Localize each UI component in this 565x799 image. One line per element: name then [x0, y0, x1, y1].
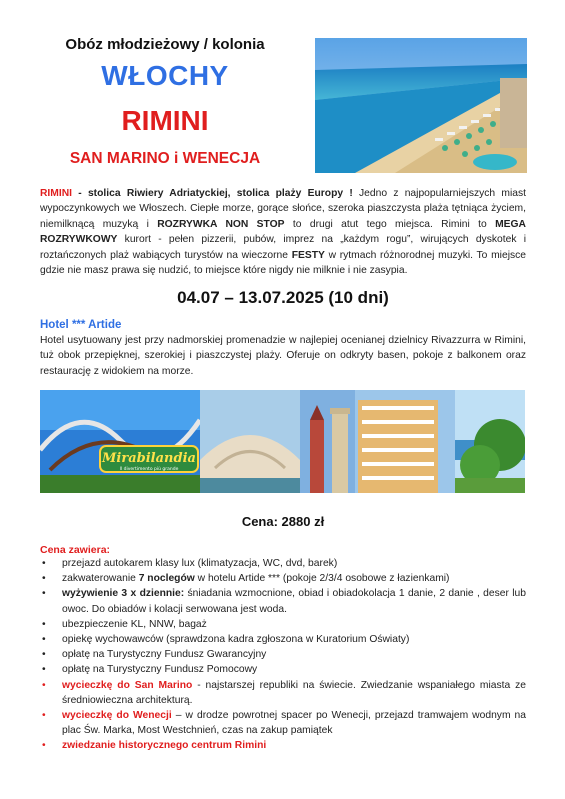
photo-collage — [40, 390, 525, 493]
country-title: WŁOCHY — [101, 60, 229, 91]
includes-item-text: śniadania wzmocnione, obiad i obiadokolacja 1 danie, 2 danie , deser lub owoc. Do obiadów i kolacji serwowana jest woda. — [62, 588, 526, 615]
includes-item — [40, 617, 526, 632]
intro-bold-1: ROZRYWKA NON STOP — [157, 218, 285, 230]
mirabilandia-logo: Mirabilandia — [102, 451, 196, 466]
includes-item-bold: wycieczkę do Wenecji — [62, 710, 172, 722]
includes-item — [40, 571, 526, 586]
includes-item — [40, 662, 526, 677]
intro-text-2: to drugi atut tego miejsca. Rimini to — [284, 218, 496, 230]
trip-dates: 04.07 – 13.07.2025 (10 dni) — [177, 288, 389, 307]
hotel-title: Hotel *** Artide — [40, 319, 122, 331]
includes-item-bold: 7 noclegów — [138, 573, 195, 585]
includes-item-text: opiekę wychowawców (sprawdzona kadra zgłoszona w Kuratorium Oświaty) — [62, 634, 410, 646]
destinations-subtitle: SAN MARINO i WENECJA — [69, 150, 261, 167]
includes-item-bold: wyżywienie 3 x dziennie: — [62, 588, 185, 600]
intro-lead: - stolica Riwiery Adriatyckiej, stolica plaży Europy ! — [72, 188, 353, 199]
bullet-icon: • — [42, 664, 46, 676]
intro-city: RIMINI — [40, 188, 73, 199]
includes-item-text: opłatę na Turystyczny Fundusz Gwarancyjny — [62, 649, 267, 661]
bullet-icon: • — [42, 679, 46, 691]
includes-item-bold: wycieczkę do San Marino — [62, 679, 193, 691]
intro-bold-2: MEGA ROZRYWKOWY — [40, 218, 526, 246]
mirabilandia-logo-sub: Il divertimento più grande — [119, 467, 179, 472]
includes-item — [40, 632, 526, 647]
city-title: RIMINI — [121, 105, 209, 136]
intro-text-3: kurort - pełen pizzerii, pubów, imprez na „każdym rogu”, wirujących dyskotek i roztańczonych plaż wabiących turystów na wieczorne — [40, 234, 526, 261]
intro-text-4: w rytmach różnorodnej muzyki. To miejsce gdzie nie masz prawa się nudzić, to miejsce które nigdy nie milknie i nie zasypia. — [40, 249, 527, 277]
bullet-icon: • — [42, 573, 46, 585]
includes-item-text: opłatę na Turystyczny Fundusz Pomocowy — [62, 664, 258, 676]
bullet-icon: • — [42, 710, 46, 722]
includes-item-text: ubezpieczenie KL, NNW, bagaż — [62, 618, 207, 630]
includes-title: Cena zawiera: — [40, 544, 111, 556]
includes-item — [40, 647, 526, 662]
bullet-icon: • — [42, 740, 46, 752]
bullet-icon: • — [42, 588, 46, 600]
intro-paragraph — [40, 186, 526, 278]
price: Cena: 2880 zł — [241, 514, 325, 529]
includes-item — [40, 738, 526, 753]
includes-item-text: - najstarszej republiki na świecie. Zwiedzanie wspaniałego miasta ze średniowieczna architekturą. — [62, 679, 526, 706]
hotel-description: Hotel usytuowany jest przy nadmorskiej promenadzie w najlepiej ocenianej dzielnicy Rivazzurra w Rimini, tuż obok przepięknej, szerokiej i piaszczystej plaży. Oferuje on odkryty basen, pokoje z balkonem oraz restaurację z widokiem na morze. — [40, 335, 526, 377]
camp-subtitle: Obóz młodzieżowy / kolonia — [65, 36, 265, 53]
intro-bold-3: FESTY — [291, 249, 325, 261]
includes-item-text: przejazd autokarem klasy lux (klimatyzacja, WC, dvd, barek) — [62, 558, 338, 569]
includes-item-bold: zwiedzanie historycznego centrum Rimini — [62, 740, 267, 752]
includes-item — [40, 708, 526, 738]
bullet-icon: • — [42, 634, 46, 646]
includes-item — [40, 678, 526, 708]
includes-item-text: zakwaterowanie — [62, 573, 139, 585]
rimini-beach-photo — [315, 38, 527, 173]
includes-item — [40, 586, 526, 616]
intro-text-1: Jedno z najpopularniejszych miast wypoczynkowych we Włoszech. Ciepłe morze, gorące słońce, szeroka piaszczysta plaża tętniąca życiem, niemilknącą muzyką i — [40, 188, 526, 230]
includes-list — [40, 556, 526, 754]
bullet-icon: • — [42, 618, 46, 630]
includes-item-text: – w drodze powrotnej spacer po Wenecji, przejazd tramwajem wodnym na plac Św. Marka, Most Westchnień, czas na zakup pamiątek — [62, 710, 527, 737]
includes-item — [40, 556, 526, 571]
includes-item-text: w hotelu Artide *** (pokoje 2/3/4 osobowe z łazienkami) — [194, 573, 450, 585]
bullet-icon: • — [42, 649, 46, 661]
bullet-icon: • — [42, 558, 46, 569]
